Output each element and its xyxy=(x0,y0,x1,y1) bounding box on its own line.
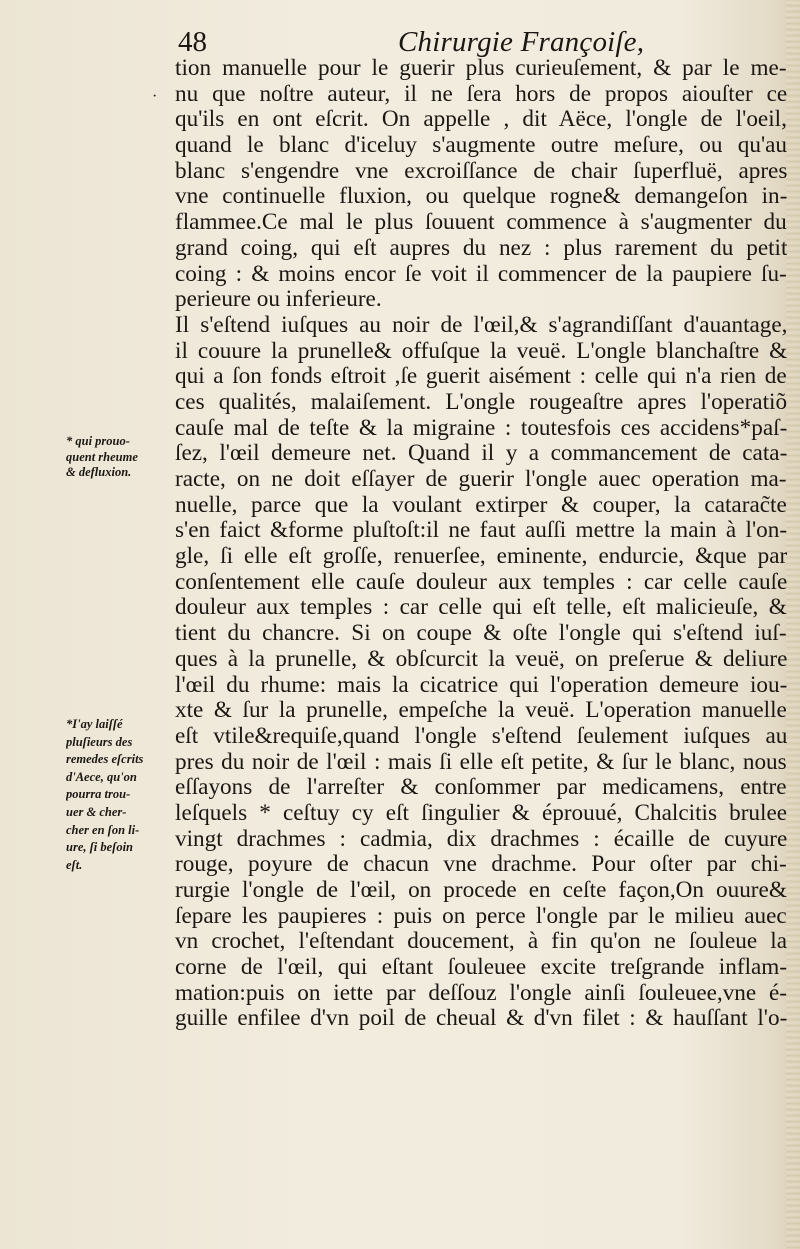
text-line: conſentement elle cauſe douleur aux temples : car celle cauſe xyxy=(175,569,787,595)
text-line: qui a ſon fonds eſtroit ,ſe guerit aisément : celle qui n'a rien de xyxy=(175,364,787,390)
marginal-note-line: pourra trou- xyxy=(66,787,131,802)
text-line: ques à la prunelle, & obſcurcit la veuë, on preſerue & deliure xyxy=(175,646,787,672)
text-line: racte, on ne doit eſſayer de guerir l'ongle auec operation ma- xyxy=(175,467,787,492)
marginal-note-line: & defluxion. xyxy=(66,465,132,479)
text-line: pres du noir de l'œil : mais ſi elle eſt petite, & ſur le blanc, nous xyxy=(175,749,787,775)
text-line: corne de l'œil, qui eſtant ſouleuee excite treſgrande inflam- xyxy=(175,955,787,981)
text-line: douleur aux temples : car celle qui eſt telle, eſt malicieuſe, & xyxy=(175,595,787,621)
text-line: eſſayons de l'arreſter & conſommer par medicamens, entre xyxy=(175,775,787,801)
marginal-note-line: eſt. xyxy=(66,857,83,872)
text-line: nu que noſtre auteur, il ne ſera hors de propos aiouſter ce xyxy=(175,81,787,107)
text-line: tion manuelle pour le guerir plus curieuſement, & par le me- xyxy=(175,56,787,81)
text-line: l'œil du rhume: mais la cicatrice qui l'operation demeure iou- xyxy=(175,672,787,698)
text-line: ſez, l'œil demeure net. Quand il y a commancement de cata- xyxy=(175,441,787,467)
page-number: 48 xyxy=(178,26,207,58)
text-line: leſquels * ceſtuy cy eſt ſingulier & éprouué, Chalcitis brulee xyxy=(175,800,787,826)
text-line: qu'ils en ont eſcrit. On appelle , dit Aëce, l'ongle de l'oeil, xyxy=(175,107,787,133)
text-line: rurgie l'ongle de l'œil, on procede en ceſte façon,On ouure& xyxy=(175,878,787,903)
text-line: perieure ou inferieure. xyxy=(175,287,382,313)
stray-ink-mark: · xyxy=(152,88,158,105)
text-line: tient du chancre. Si on coupe & oſte l'ongle qui s'eſtend iuſ- xyxy=(175,621,787,647)
text-line: ces qualités, malaiſement. L'ongle rougeaſtre apres l'operatiõ xyxy=(175,389,787,415)
text-line: vn crochet, l'eſtendant doucement, à fin qu'on ne ſouleue la xyxy=(175,929,787,955)
text-line: vne continuelle fluxion, ou quelque rogne& demangeſon in- xyxy=(175,184,787,210)
marginal-note-line: ure, ſi beſoin xyxy=(66,840,134,855)
text-line: s'en faict &forme pluſtoſt:il ne faut auſſi mettre la main à l'on- xyxy=(175,518,787,544)
running-title: Chirurgie Françoiſe, xyxy=(398,26,645,58)
text-line: cauſe mal de teſte & la migraine : toutesfois ces accidens*paſ- xyxy=(175,415,787,441)
text-line: il couure la prunelle& offuſque la veuë. L'ongle blanchaſtre & xyxy=(175,338,787,364)
text-line: nuelle, parce que la voulant extirper & couper, la catarac̃te xyxy=(175,492,787,518)
marginal-note-line: remedes eſcrits xyxy=(66,752,144,767)
text-line: quand le blanc d'iceluy s'augmente outre meſure, ou qu'au xyxy=(175,133,787,159)
marginal-note-1 xyxy=(66,434,172,481)
text-line: coing : & moins encor ſe voit il commencer de la paupiere ſu- xyxy=(175,261,787,287)
text-line: rouge, poyure de chacun vne drachme. Pour oſter par chi- xyxy=(175,852,787,878)
text-line: xte & ſur la prunelle, empeſche la veuë. L'operation manuelle xyxy=(175,698,787,724)
marginal-note-2 xyxy=(66,716,172,874)
text-line: blanc s'engendre vne excroiſſance de chair ſuperfluë, apres xyxy=(175,158,787,184)
marginal-note-line: pluſieurs des xyxy=(66,734,133,749)
marginal-note-line: d'Aece, qu'on xyxy=(66,769,137,784)
text-line: eſt vtile&requiſe,quand l'ongle s'eſtend ſeulement iuſques au xyxy=(175,723,787,749)
text-line: ſepare les paupieres : puis on perce l'ongle par le milieu auec xyxy=(175,903,787,929)
text-line: flammee.Ce mal le plus ſouuent commence à s'augmenter du xyxy=(175,210,787,236)
text-line: vingt drachmes : cadmia, dix drachmes : écaille de cuyure xyxy=(175,826,787,852)
marginal-note-line: *I'ay laiſſé xyxy=(66,717,123,731)
text-line: Il s'eſtend iuſques au noir de l'œil,& s'agrandiſſant d'auantage, xyxy=(175,312,787,338)
text-line: guille enfilee d'vn poil de cheual & d'vn filet : & hauſſant l'o- xyxy=(175,1006,787,1032)
marginal-note-line: * qui prouo- xyxy=(66,434,130,448)
marginal-note-line: quent rheume xyxy=(66,449,138,464)
page-fore-edge xyxy=(786,0,800,1249)
body-text xyxy=(175,56,787,1032)
text-line: grand coing, qui eſt aupres du nez : plus rarement du petit xyxy=(175,235,787,261)
marginal-note-line: cher en ſon li- xyxy=(66,822,140,837)
text-line: mation:puis on iette par deſſouz l'ongle ainſi ſouleuee,vne é- xyxy=(175,980,787,1006)
marginal-note-line: uer & cher- xyxy=(66,804,127,819)
text-line: gle, ſi elle eſt groſſe, renuerſee, eminente, endurcie, &que par xyxy=(175,544,787,570)
